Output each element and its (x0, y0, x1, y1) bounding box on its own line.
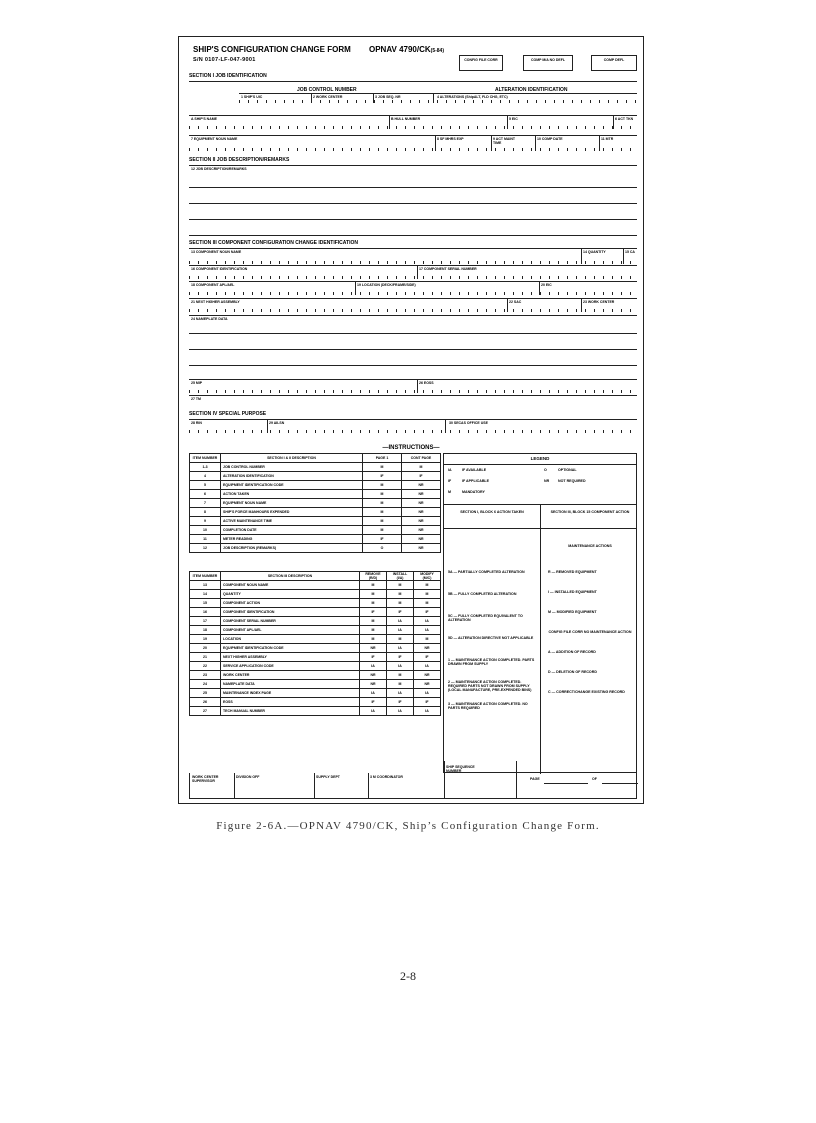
table-cell: M (387, 680, 414, 689)
divider (314, 773, 315, 799)
table-cell: NR (402, 517, 441, 526)
table-row (190, 707, 441, 716)
t2-h-desc: SECTION III DESCRIPTION (221, 572, 360, 581)
configuration-change-form (178, 36, 644, 804)
table-row (190, 626, 441, 635)
form-number-text: OPNAV 4790/CK (369, 45, 431, 54)
instructions-title: —INSTRUCTIONS— (382, 445, 440, 451)
equipment-row (189, 135, 637, 136)
line (189, 365, 637, 366)
table-cell: M (414, 635, 441, 644)
table-cell: WORK CENTER (221, 671, 360, 680)
form-title: SHIP'S CONFIGURATION CHANGE FORM (193, 45, 351, 54)
table-cell: 24 (190, 680, 221, 689)
table-cell: IF (414, 608, 441, 617)
action-code: 5A — PARTIALLY COMPLETED ALTERATION (448, 570, 525, 574)
field-equipment-noun-name[interactable]: 7 EQUIPMENT NOUN NAME (191, 137, 238, 141)
table-cell: 10 (190, 526, 221, 535)
t2-h-modify: MODIFY (M/C) (414, 572, 441, 581)
table-cell: M (363, 499, 402, 508)
table-cell: M (414, 599, 441, 608)
tick-row (189, 309, 637, 312)
table-cell: IF (387, 608, 414, 617)
table-cell: ACTIVE MAINTENANCE TIME (221, 517, 363, 526)
table-cell: 11 (190, 535, 221, 544)
t2-h-install: INSTALL (I/A) (387, 572, 414, 581)
field-mip[interactable]: 25 MIP (191, 381, 203, 385)
field-job-description[interactable]: 12 JOB DESCRIPTION/REMARKS (191, 167, 247, 171)
table-cell: M (363, 526, 402, 535)
table-row (190, 472, 441, 481)
table-cell: M (387, 581, 414, 590)
table-cell: METER READING (221, 535, 363, 544)
table-cell: M (414, 590, 441, 599)
action-code: 3 — MAINTENANCE ACTION COMPLETED. NO PARTS REQUIRED (448, 702, 528, 710)
ship-name-row (189, 115, 637, 116)
legend-entry: NOT REQUIRED (558, 479, 586, 483)
field-hull-number[interactable]: B HULL NUMBER (391, 117, 421, 121)
component-code: I — INSTALLED EQUIPMENT (548, 590, 597, 594)
table-row (190, 617, 441, 626)
table-cell: M (387, 599, 414, 608)
table-cell: M (363, 481, 402, 490)
component-code: M — MODIFIED EQUIPMENT (548, 610, 597, 614)
table-cell: 23 (190, 671, 221, 680)
table-cell: NR (402, 544, 441, 553)
ship-sequence-number[interactable]: SHIP SEQUENCE NUMBER (446, 765, 475, 773)
field-nameplate-data[interactable]: 24 NAMEPLATE DATA (191, 317, 228, 321)
legend-entry: IF APPLICABLE (462, 479, 490, 483)
table-cell: NR (414, 680, 441, 689)
of-field[interactable] (602, 783, 638, 784)
table-row (190, 698, 441, 707)
divider (516, 761, 517, 799)
table-cell: IA (387, 689, 414, 698)
of-label: OF (592, 777, 597, 781)
field-sac[interactable]: 22 SAC (509, 300, 522, 304)
table-cell: 21 (190, 653, 221, 662)
field-act-maint-time[interactable]: 9 ACT MAINT TIME (493, 137, 516, 145)
table-cell: 25 (190, 689, 221, 698)
action-code: 1 — MAINTENANCE ACTION COMPLETED. PARTS DRAWN FROM SUPPLY (448, 658, 535, 666)
table-cell: COMPLETION DATE (221, 526, 363, 535)
three-m-coordinator[interactable]: 3 M COORDINATOR (370, 775, 403, 779)
table-cell: 9 (190, 517, 221, 526)
action-code: 2 — MAINTENANCE ACTION COMPLETED. REQUIRED PARTS NOT DRAWN FROM SUPPLY (LOCAL MANUFACTURE, PRE-EXPENDED BINS) (448, 680, 532, 692)
field-job-seq[interactable]: 3 JOB SEQ. NR (375, 95, 401, 99)
table-row (190, 662, 441, 671)
field-location[interactable]: 19 LOCATION (DECK/FRAME/SIDE) (357, 283, 416, 287)
component-code: A — ADDITION OF RECORD (548, 650, 596, 654)
table-cell: NR (360, 680, 387, 689)
table-cell: M (387, 671, 414, 680)
field-rin[interactable]: 28 RIN (191, 421, 202, 425)
table-row (190, 635, 441, 644)
table-cell: 6 (190, 490, 221, 499)
job-control-number-label: JOB CONTROL NUMBER (297, 87, 357, 93)
table-cell: ACTION TAKEN (221, 490, 363, 499)
table-cell: QUANTITY (221, 590, 360, 599)
table-cell: M (387, 635, 414, 644)
table-cell: IF (414, 653, 441, 662)
table-row (190, 689, 441, 698)
table-cell: COMPONENT SERIAL NUMBER (221, 617, 360, 626)
table-cell: 26 (190, 698, 221, 707)
table-cell: ALTERATION IDENTIFICATION (221, 472, 363, 481)
table-row (190, 581, 441, 590)
table-cell: 18 (190, 626, 221, 635)
section-3-title: SECTION III COMPONENT CONFIGURATION CHANGE IDENTIFICATION (189, 240, 358, 246)
component-code: CONFIG FILE CORR NO MAINTENANCE ACTION (548, 630, 632, 634)
table-row (190, 490, 441, 499)
table-cell: IA (360, 662, 387, 671)
table-row (190, 499, 441, 508)
field-eoss[interactable]: 26 EOSS (419, 381, 434, 385)
table-cell: 27 (190, 707, 221, 716)
nameplate-row (189, 315, 637, 316)
table-cell: 17 (190, 617, 221, 626)
line (189, 333, 637, 334)
table-cell: IA (387, 707, 414, 716)
legend-entry: NR (544, 479, 550, 483)
field-component-serial-number[interactable]: 17 COMPONENT SERIAL NUMBER (419, 267, 477, 271)
section-1-title: SECTION I JOB IDENTIFICATION (189, 73, 267, 79)
table-cell: NAMEPLATE DATA (221, 680, 360, 689)
table-cell: IA (387, 662, 414, 671)
field-sf-mhrs-exp[interactable]: 8 SF MHRS EXP (437, 137, 464, 141)
field-tm[interactable]: 27 TM (191, 397, 201, 401)
section-2-rule (189, 165, 637, 166)
field-ships-name[interactable]: A SHIP'S NAME (191, 117, 217, 121)
divider (444, 761, 445, 799)
table-cell: NR (414, 671, 441, 680)
table-cell: IF (387, 698, 414, 707)
tick-row (239, 100, 637, 103)
table-cell: M (363, 463, 402, 472)
table-row (190, 608, 441, 617)
form-number (369, 45, 444, 54)
legend-panel (443, 453, 637, 773)
table-cell: IA (387, 626, 414, 635)
table-cell: M (360, 590, 387, 599)
component-code: D — DELETION OF RECORD (548, 670, 597, 674)
component-code: R — REMOVED EQUIPMENT (548, 570, 597, 574)
table-cell: COMPONENT ACTION (221, 599, 360, 608)
table-cell: 15 (190, 599, 221, 608)
table-cell: EOSS (221, 698, 360, 707)
table-cell: M (360, 635, 387, 644)
table-cell: IF (402, 472, 441, 481)
field-work-center-23[interactable]: 23 WORK CENTER (583, 300, 615, 304)
table-cell: M (363, 517, 402, 526)
page-field[interactable] (544, 783, 588, 784)
field-secas-office-use[interactable]: 30 SECAS OFFICE USE (449, 421, 488, 425)
table-row (190, 644, 441, 653)
table-cell: M (360, 626, 387, 635)
nha-row (189, 298, 637, 299)
page-number: 2-8 (400, 969, 416, 983)
table-cell: IA (414, 707, 441, 716)
line (189, 187, 637, 188)
block6-title: SECTION I, BLOCK 6 ACTION TAKEN (460, 510, 524, 514)
alteration-identification-label: ALTERATION IDENTIFICATION (495, 87, 568, 93)
table-cell: COMPONENT IDENTIFICATION (221, 608, 360, 617)
table-cell: LOCATION (221, 635, 360, 644)
table-cell: JOB DESCRIPTION (REMARKS) (221, 544, 363, 553)
table-cell: 16 (190, 608, 221, 617)
table-cell: IA (387, 644, 414, 653)
table-row (190, 599, 441, 608)
table-cell: 5 (190, 481, 221, 490)
table-cell: IA (414, 662, 441, 671)
table-cell: 7 (190, 499, 221, 508)
field-component-noun-name[interactable]: 13 COMPONENT NOUN NAME (191, 250, 242, 254)
mip-row (189, 379, 637, 380)
table-cell: MAINTENANCE INDEX PAGE (221, 689, 360, 698)
table-row (190, 481, 441, 490)
table-row (190, 508, 441, 517)
legend-entry: O (544, 468, 547, 472)
table-cell: 13 (190, 581, 221, 590)
table-cell: IF (360, 698, 387, 707)
action-code: 5D — ALTERATION DIRECTIVE NOT APPLICABLE (448, 636, 534, 640)
table-cell: JOB CONTROL NUMBER (221, 463, 363, 472)
table-cell: 20 (190, 644, 221, 653)
section-3-rule (189, 248, 637, 249)
table-cell: 14 (190, 590, 221, 599)
line (189, 219, 637, 220)
legend-entry: IF (448, 479, 452, 483)
field-eic-20[interactable]: 20 EIC (541, 283, 552, 287)
t2-h-item: ITEM NUMBER (190, 572, 221, 581)
division-off[interactable]: DIVISION OFF (236, 775, 260, 779)
table-cell: EQUIPMENT NOUN NAME (221, 499, 363, 508)
table-cell: TECH MANUAL NUMBER (221, 707, 360, 716)
page-label: PAGE (530, 777, 540, 781)
table-cell: NR (402, 535, 441, 544)
table-cell: 4 (190, 472, 221, 481)
line (189, 235, 637, 236)
table-cell: NR (360, 671, 387, 680)
line (444, 464, 636, 465)
table-cell: EQUIPMENT IDENTIFICATION CODE (221, 644, 360, 653)
comp-defl-box[interactable]: COMP DEFL (591, 55, 637, 71)
section-1-rule (189, 81, 637, 82)
field-mtr[interactable]: 11 MTR (601, 137, 614, 141)
table-cell: IA (414, 689, 441, 698)
table-row (190, 680, 441, 689)
jcn-row (239, 93, 637, 94)
table-cell: EQUIPMENT IDENTIFICATION CODE (221, 481, 363, 490)
instructions-table-2 (189, 571, 441, 716)
field-work-center[interactable]: 2 WORK CENTER (313, 95, 343, 99)
figure-caption: Figure 2-6A.—OPNAV 4790/CK, Ship’s Configuration Change Form. (216, 820, 600, 832)
table-cell: COMPONENT NOUN NAME (221, 581, 360, 590)
table-cell: M (414, 581, 441, 590)
section-4-title: SECTION IV SPECIAL PURPOSE (189, 411, 267, 417)
table-row (190, 544, 441, 553)
supply-dept[interactable]: SUPPLY DEPT (316, 775, 340, 779)
t1-h-page1: PAGE 1 (363, 454, 402, 463)
table-cell: IA (387, 617, 414, 626)
table-cell: COMPONENT APL/AEL (221, 626, 360, 635)
field-act-tkn[interactable]: 6 ACT TKN (615, 117, 634, 121)
block15-title: SECTION III, BLOCK 15 COMPONENT ACTION (550, 510, 630, 514)
table-cell: 1-3 (190, 463, 221, 472)
form-header (193, 45, 635, 85)
apl-row (189, 281, 637, 282)
field-comp-date[interactable]: 10 COMP DATE (537, 137, 563, 141)
table-cell: NEXT HIGHER ASSEMBLY (221, 653, 360, 662)
legend-entry: OPTIONAL (558, 468, 577, 472)
action-code: 5B — FULLY COMPLETED ALTERATION (448, 592, 517, 596)
table-row (190, 463, 441, 472)
table-cell: SHIP'S FORCE MANHOURS EXPENDED (221, 508, 363, 517)
table-cell: 19 (190, 635, 221, 644)
signature-row (189, 765, 637, 799)
line (189, 349, 637, 350)
legend-title: LEGEND (530, 456, 550, 461)
table-cell: NR (402, 508, 441, 517)
section-2-title: SECTION II JOB DESCRIPTION/REMARKS (189, 157, 290, 163)
table-row (190, 526, 441, 535)
field-alterations[interactable]: 4 ALTERATIONS (ShipALT, FLD CHG, ETC) (437, 95, 508, 99)
form-date: (5-84) (430, 48, 444, 54)
t1-h-desc: SECTION I & II DESCRIPTION (221, 454, 363, 463)
table-cell: M (387, 590, 414, 599)
field-ca[interactable]: 15 CA (625, 250, 635, 254)
field-next-higher-assembly[interactable]: 21 NEXT HIGHER ASSEMBLY (191, 300, 240, 304)
section-4-rule (189, 419, 637, 420)
t1-h-cont: CONT PAGE (402, 454, 441, 463)
table-cell: IF (363, 472, 402, 481)
table-row (190, 671, 441, 680)
field-ships-uic[interactable]: 1 SHIP'S UIC (241, 95, 263, 99)
tick-row (189, 390, 637, 393)
table-cell: IF (360, 608, 387, 617)
action-code: 5C — FULLY COMPLETED EQUIVALENT TO ALTERATION (448, 614, 523, 622)
table-cell: IA (360, 689, 387, 698)
table-cell: NR (402, 481, 441, 490)
legend-entry: MANDATORY (462, 490, 485, 494)
table-cell: SERVICE APPLICATION CODE (221, 662, 360, 671)
table-cell: O (363, 544, 402, 553)
legend-entry: IA (448, 468, 452, 472)
config-file-corr-box[interactable]: CONFIG FILE CORR (459, 55, 503, 71)
t2-h-remove: REMOVE (R/D) (360, 572, 387, 581)
legend-entry: IF AVAILABLE (462, 468, 487, 472)
tick-row (189, 430, 637, 433)
tm-row (189, 395, 637, 396)
table-cell: IF (360, 653, 387, 662)
table-cell: NR (414, 644, 441, 653)
table-cell: 8 (190, 508, 221, 517)
work-center-supervisor[interactable]: WORK CENTER SUPERVISOR (192, 775, 219, 783)
table-cell: M (360, 599, 387, 608)
table-cell: IF (414, 698, 441, 707)
table-cell: M (360, 617, 387, 626)
table-cell: NR (402, 499, 441, 508)
legend-entry: M (448, 490, 451, 494)
table-cell: IA (414, 626, 441, 635)
table-row (190, 517, 441, 526)
tick-row (189, 148, 637, 151)
table-cell: 22 (190, 662, 221, 671)
component-code: C — CORRECT/CHANGE EXISTING RECORD (548, 690, 625, 694)
table-row (190, 590, 441, 599)
table-cell: 12 (190, 544, 221, 553)
table-cell: IF (387, 653, 414, 662)
table-cell: M (402, 463, 441, 472)
field-ailsn[interactable]: 29 AILSN (269, 421, 285, 425)
field-component-identification[interactable]: 16 COMPONENT IDENTIFICATION (191, 267, 248, 271)
field-component-apl[interactable]: 18 COMPONENT APL/AEL (191, 283, 235, 287)
table-cell: NR (402, 526, 441, 535)
maintenance-actions-title: MAINTENANCE ACTIONS (568, 544, 612, 548)
field-quantity[interactable]: 14 QUANTITY (583, 250, 606, 254)
table-row (190, 535, 441, 544)
tick-row (189, 292, 637, 295)
tick-row (189, 261, 637, 264)
table-cell: M (363, 490, 402, 499)
field-eic[interactable]: 5 EIC (509, 117, 518, 121)
table-cell: IA (360, 707, 387, 716)
stock-number: S/N 0107-LF-047-9001 (193, 57, 256, 63)
table-cell: IF (363, 535, 402, 544)
line (189, 203, 637, 204)
instructions-table-1 (189, 453, 441, 553)
divider (540, 504, 541, 774)
table-cell: M (360, 581, 387, 590)
t1-h-item: ITEM NUMBER (190, 454, 221, 463)
comp-ma-no-defl-box[interactable]: COMP M/A NO DEFL (523, 55, 573, 71)
divider (368, 773, 369, 799)
table-cell: M (363, 508, 402, 517)
table-row (190, 653, 441, 662)
divider (234, 773, 235, 799)
table-cell: NR (402, 490, 441, 499)
table-cell: NR (360, 644, 387, 653)
line (444, 528, 636, 529)
tick-row (189, 126, 637, 129)
table-cell: IA (414, 617, 441, 626)
comp-id-row (189, 265, 637, 266)
tick-row (189, 276, 637, 279)
